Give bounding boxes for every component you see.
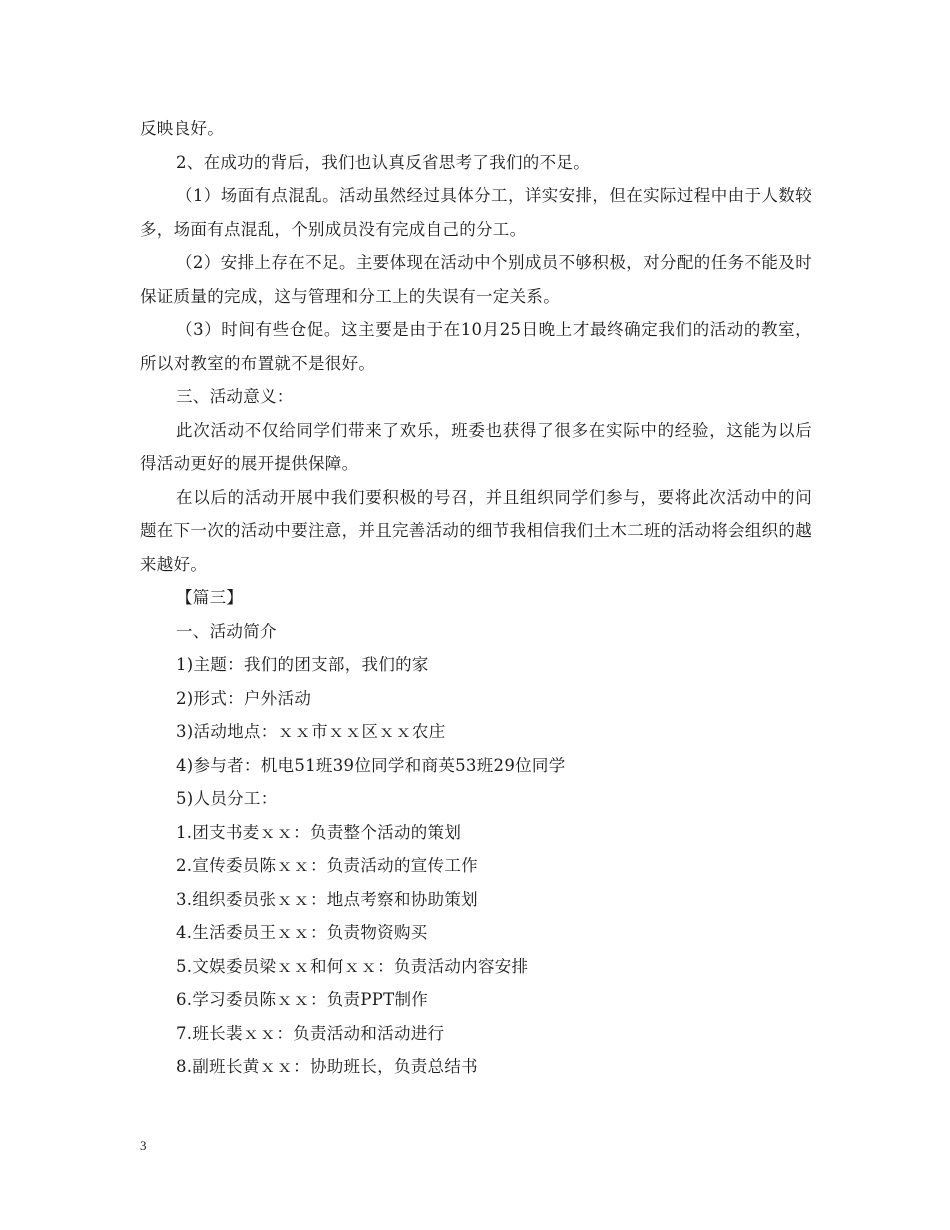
staff-item: 2.宣传委员陈ｘｘ：负责活动的宣传工作 [176,856,478,875]
section-heading-intro: 一、活动简介 [176,621,277,641]
section-heading-significance: 三、活动意义： [176,387,294,406]
staff-item: 8.副班长黄ｘｘ：协助班长，负责总结书 [176,1057,478,1076]
list-item: 3)活动地点：ｘｘ市ｘｘ区ｘｘ农庄 [176,722,446,741]
paragraph-4: （3）时间有些仓促。这主要是由于在10月25日晚上才最终确定我们的活动的教室，所以对教室的布置就不是很好。 [140,320,812,373]
paragraph-7: 在以后的活动开展中我们要积极的号召，并且组织同学们参与，要将此次活动中的问题在下一次的活动中要注意，并且完善活动的细节我相信我们土木二班的活动将会组织的越来越好。 [140,487,812,574]
staff-item: 7.班长裴ｘｘ：负责活动和活动进行 [176,1023,445,1043]
paragraph-2: （1）场面有点混乱。活动虽然经过具体分工，详实安排，但在实际过程中由于人数较多，场面有点混乱，个别成员没有完成自己的分工。 [140,186,812,239]
paragraph-1: 2、在成功的背后，我们也认真反省思考了我们的不足。 [176,152,590,172]
staff-item: 4.生活委员王ｘｘ：负责物资购买 [176,923,428,942]
staff-item: 5.文娱委员梁ｘｘ和何ｘｘ：负责活动内容安排 [176,956,529,976]
paragraph-6: 此次活动不仅给同学们带来了欢乐，班委也获得了很多在实际中的经验，这能为以后得活动更好的展开提供保障。 [140,420,812,473]
staff-item: 6.学习委员陈ｘｘ：负责PPT制作 [176,990,429,1009]
list-item: 5)人员分工： [176,789,278,808]
document-body [140,112,812,1084]
chapter-heading: 【篇三】 [176,588,244,607]
list-item: 2)形式：户外活动 [176,688,312,708]
list-item: 1)主题：我们的团支部，我们的家 [176,655,429,674]
staff-item: 3.组织委员张ｘｘ：地点考察和协助策划 [176,889,478,909]
paragraph-3: （2）安排上存在不足。主要体现在活动中个别成员不够积极，对分配的任务不能及时保证质量的完成，这与管理和分工上的失误有一定关系。 [140,253,812,306]
paragraph-0: 反映良好。 [140,119,224,138]
staff-item: 1.团支书麦ｘｘ：负责整个活动的策划 [176,822,462,842]
page-number: 3 [140,1138,147,1153]
list-item: 4)参与者：机电51班39位同学和商英53班29位同学 [176,755,566,775]
